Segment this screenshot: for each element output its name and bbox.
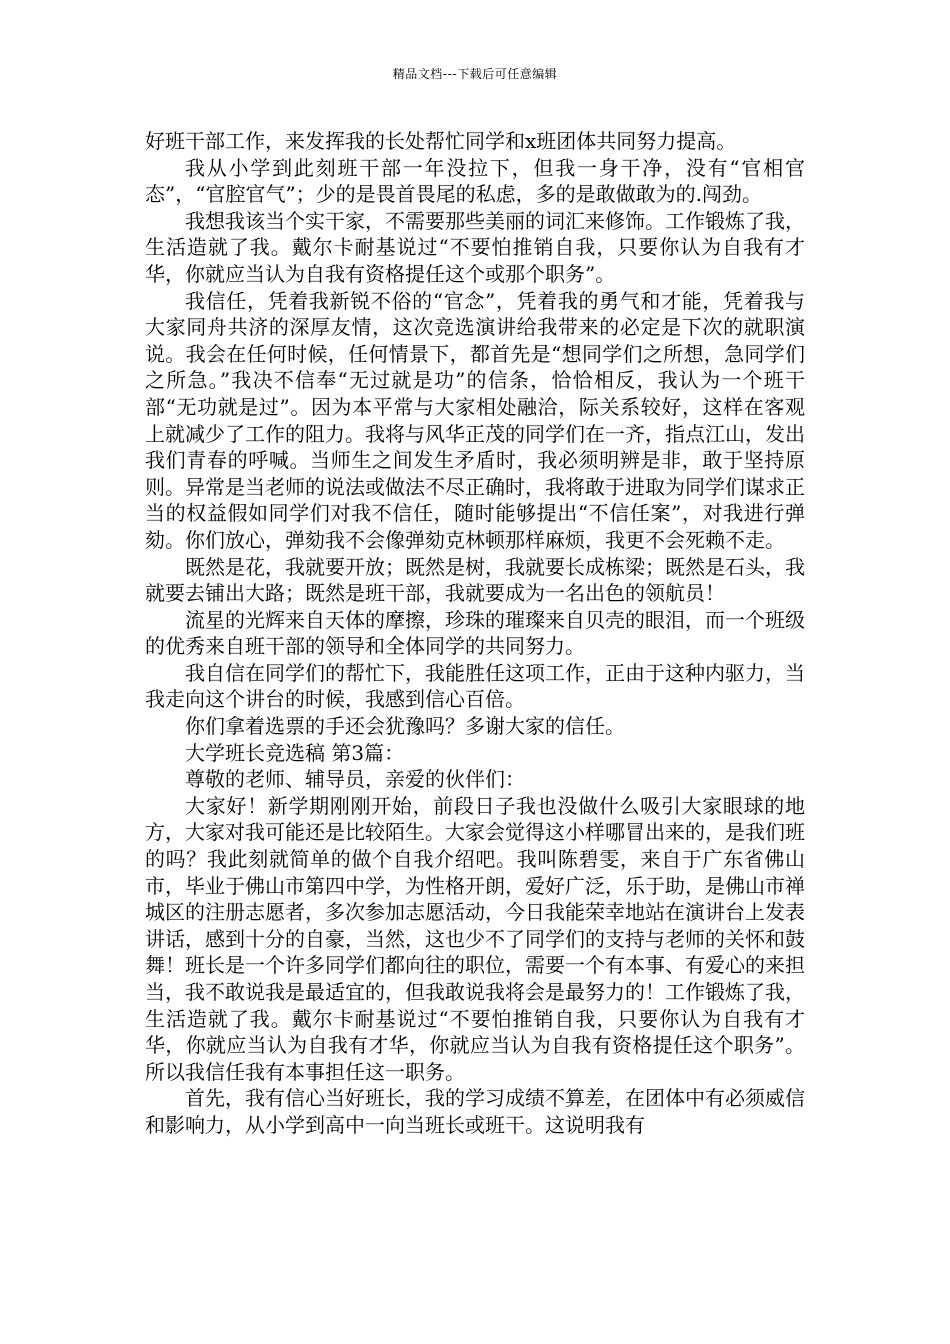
paragraph: 我自信在同学们的帮忙下，我能胜任这项工作，正由于这种内驱力，当我走向这个讲台的时候，我感到信心百倍。 [145, 660, 805, 712]
paragraph: 你们拿着选票的手还会犹豫吗？多谢大家的信任。 [185, 714, 625, 739]
paragraph: 流星的光辉来自天体的摩擦，珍珠的璀璨来自贝壳的眼泪，而一个班级的优秀来自班干部的领导和全体同学的共同努力。 [145, 607, 805, 659]
paragraph: 大家好！新学期刚刚开始，前段日子我也没做什么吸引大家眼球的地方，大家对我可能还是比较陌生。大家会觉得这小样哪冒出来的，是我们班的吗？我此刻就简单的做个自我介绍吧。我叫陈碧雯，来自于广东省佛山市，毕业于佛山市第四中学，为性格开朗，爱好广泛，乐于助，是佛山市禅城区的注册志愿者，多次参加志愿活动，今日我能荣幸地站在演讲台上发表讲话，感到十分的自豪，当然，这也少不了同学们的支持与老师的关怀和鼓舞！班长是一个许多同学们都向往的职位，需要一个有本事、有爱心的来担当，我不敢说我是最适宜的，但我敢说我将会是最努力的！工作锻炼了我，生活造就了我。戴尔卡耐基说过“不要怕推销自我，只要你认为自我有才华，你就应当认为自我有才华，你就应当认为自我有资格提任这个职务”。所以我信任我有本事担任这一职务。 [145, 793, 805, 1084]
paragraph: 好班干部工作，来发挥我的长处帮忙同学和x班团体共同努力提高。 [145, 129, 737, 153]
paragraph: 既然是花，我就要开放；既然是树，我就要长成栋梁；既然是石头，我就要去铺出大路；既然是班干部，我就要成为一名出色的领航员！ [145, 554, 805, 606]
paragraph: 我信任，凭着我新锐不俗的“官念”，凭着我的勇气和才能，凭着我与大家同舟共济的深厚友情，这次竞选演讲给我带来的必定是下次的就职演说。我会在任何时候，任何情景下，都首先是“想同学们之所想，急同学们之所急。”我决不信奉“无过就是功”的信条，恰恰相反，我认为一个班干部“无功就是过”。因为本平常与大家相处融洽，际关系较好，这样在客观上就减少了工作的阻力。我将与风华正茂的同学们在一齐，指点江山，发出我们青春的呼喊。当师生之间发生矛盾时，我必须明辨是非，敢于坚持原则。异常是当老师的说法或做法不尽正确时，我将敢于进取为同学们谋求正当的权益假如同学们对我不信任，随时能够提出“不信任案”，对我进行弹劾。你们放心，弹劾我不会像弹劾克林顿那样麻烦，我更不会死赖不走。 [145, 288, 805, 552]
section-heading: 大学班长竞选稿 第3篇： [185, 740, 405, 765]
salutation: 尊敬的老师、辅导员，亲爱的伙伴们： [185, 767, 525, 792]
document-body [145, 128, 805, 1139]
page-header: 精品文档---下载后可任意编辑 [392, 67, 558, 81]
paragraph: 我想我该当个实干家，不需要那些美丽的词汇来修饰。工作锻炼了我，生活造就了我。戴尔卡耐基说过“不要怕推销自我，只要你认为自我有才华，你就应当认为自我有资格提任这个或那个职务”。 [145, 208, 805, 286]
paragraph: 首先，我有信心当好班长，我的学习成绩不算差，在团体中有必须威信和影响力，从小学到高中一向当班长或班干。这说明我有 [145, 1086, 805, 1137]
paragraph: 我从小学到此刻班干部一年没拉下，但我一身干净，没有“官相官态”，“官腔官气”；少的是畏首畏尾的私虑，多的是敢做敢为的.闯劲。 [145, 155, 805, 207]
